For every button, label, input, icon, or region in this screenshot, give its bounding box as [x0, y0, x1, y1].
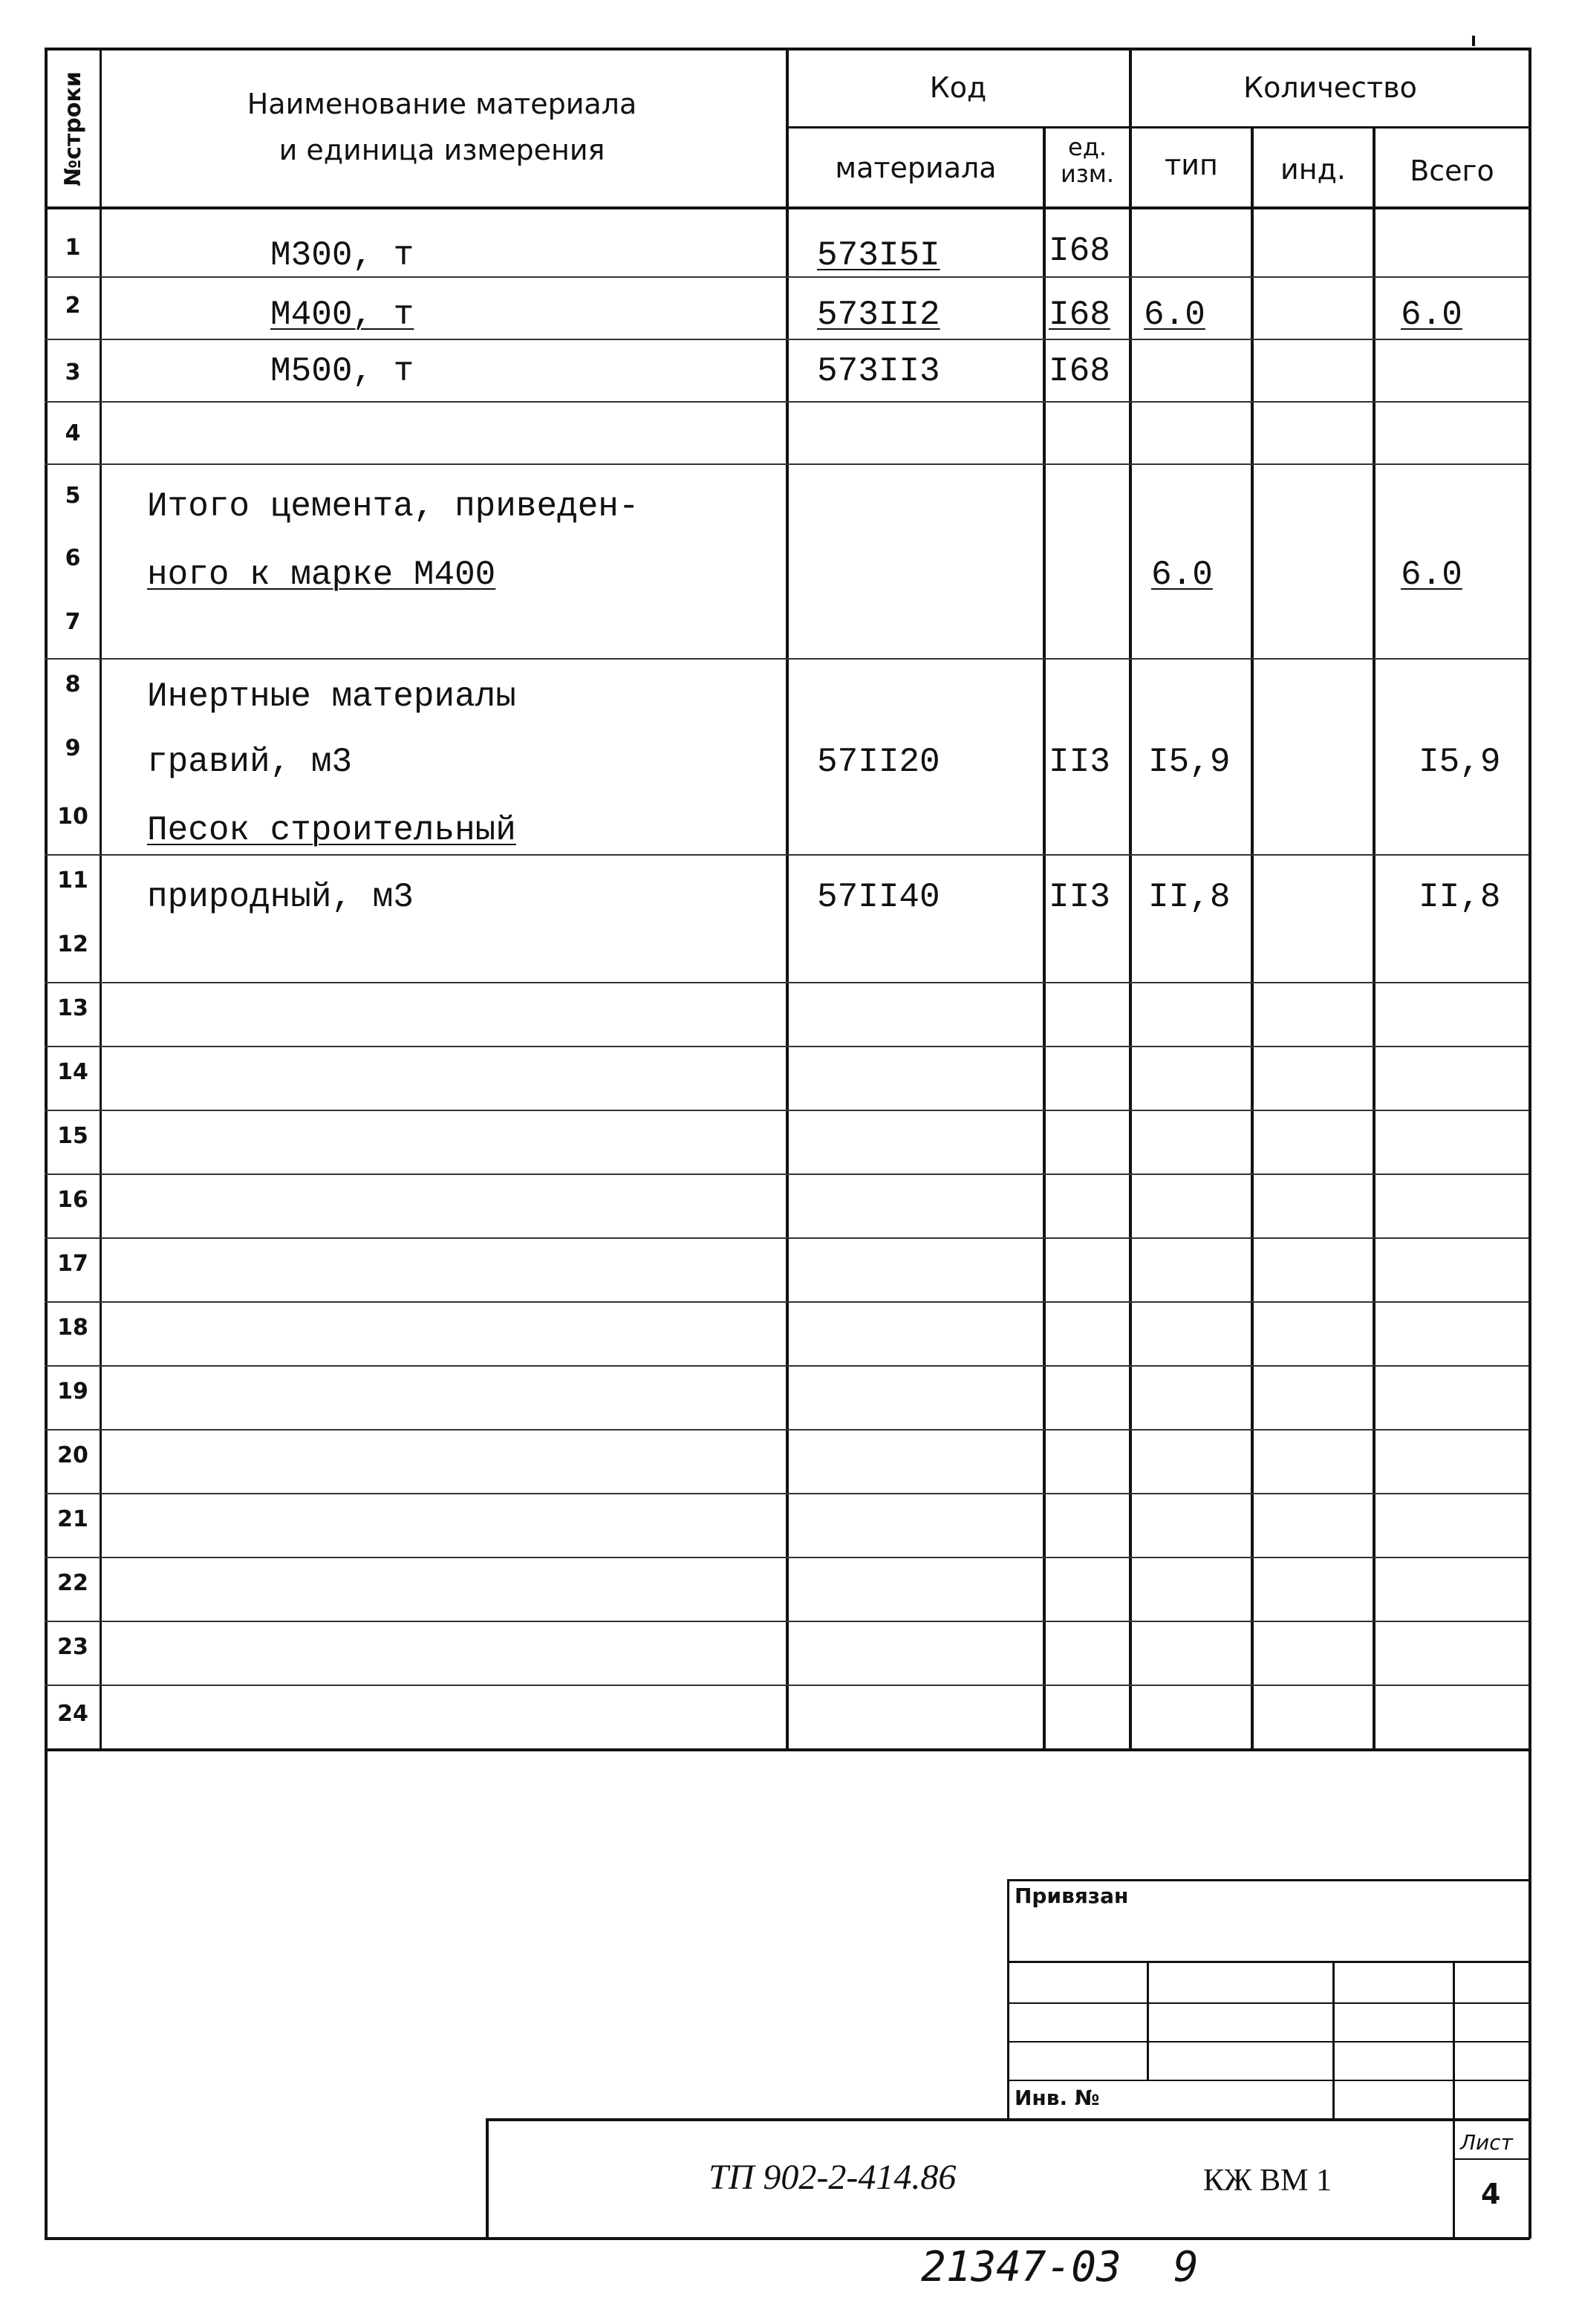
rowno-divider [45, 1301, 100, 1303]
stamp-divider [1147, 1961, 1149, 2080]
total-header: Всего [1410, 154, 1494, 187]
quantity-type: 6.0 [1151, 556, 1213, 594]
row-number: 2 [65, 293, 81, 319]
material-name: гравий, м3 [147, 743, 353, 781]
material-code: 573I5I [817, 236, 940, 275]
row-number: 24 [57, 1701, 88, 1727]
col-divider-code [1043, 128, 1046, 1748]
page-number: 9 [1173, 2243, 1199, 2291]
unit-code: II3 [1049, 878, 1110, 917]
quantity-total: 6.0 [1401, 296, 1462, 334]
quantity-type: II,8 [1148, 878, 1231, 917]
row-number-header: №строки [59, 71, 86, 186]
row-number: 16 [57, 1187, 88, 1213]
stamp-divider [1453, 1961, 1455, 2237]
document-code: ТП 902-2-414.86 [709, 2158, 957, 2197]
row-divider [100, 339, 1528, 340]
col-divider-ind [1373, 128, 1375, 1748]
rowno-divider [45, 982, 100, 983]
unit-code: I68 [1049, 352, 1110, 391]
col-divider-total-right [1528, 48, 1531, 1748]
sheet-number: 4 [1481, 2178, 1501, 2210]
material-name: ного к марке М400 [147, 556, 496, 594]
row-number: 9 [65, 735, 81, 761]
row-number: 10 [57, 804, 88, 830]
row-divider [100, 1621, 1528, 1622]
unit-header: ед. изм. [1060, 133, 1115, 188]
inventory-number-label: Инв. № [1015, 2086, 1100, 2110]
sheet-label: Лист [1460, 2130, 1513, 2155]
row-number: 4 [65, 420, 81, 446]
stamp-line [1007, 2002, 1528, 2004]
rowno-divider [45, 1174, 100, 1175]
rowno-divider [45, 854, 100, 856]
row-number: 17 [57, 1251, 88, 1277]
material-name: М400, т [270, 296, 414, 334]
row-divider [100, 982, 1528, 983]
stamp-line [1007, 2041, 1528, 2043]
quantity-group-header: Количество [1243, 71, 1417, 104]
table-body-bottom [45, 1748, 1530, 1751]
quantity-total: II,8 [1419, 878, 1501, 917]
rowno-divider [45, 463, 100, 465]
row-number: 19 [57, 1379, 88, 1405]
row-number: 13 [57, 995, 88, 1021]
unit-code: I68 [1049, 296, 1110, 334]
quantity-total: 6.0 [1401, 556, 1462, 594]
material-name: М300, т [270, 236, 414, 275]
row-number: 15 [57, 1123, 88, 1149]
rowno-divider [45, 1621, 100, 1622]
row-number: 14 [57, 1059, 88, 1085]
sheet-label-line [1453, 2158, 1528, 2160]
code-group-header: Код [929, 71, 987, 104]
row-divider [100, 1557, 1528, 1558]
rowno-divider [45, 1237, 100, 1239]
row-number: 7 [65, 609, 81, 635]
row-number: 8 [65, 671, 81, 697]
stamp-line [1007, 1879, 1528, 1881]
rowno-divider [45, 1046, 100, 1047]
row-number: 22 [57, 1570, 88, 1596]
rowno-divider [45, 658, 100, 660]
rowno-divider [45, 1685, 100, 1686]
name-header-line2: и единица измерения [279, 134, 605, 166]
row-divider [100, 1301, 1528, 1303]
row-divider [100, 276, 1528, 278]
row-divider [100, 1685, 1528, 1686]
material-name: М500, т [270, 352, 414, 391]
row-divider [100, 463, 1528, 465]
row-number: 11 [57, 868, 88, 894]
rowno-divider [45, 276, 100, 278]
row-number: 6 [65, 545, 81, 571]
row-divider [100, 401, 1528, 403]
table-bottom-border [45, 2237, 1530, 2240]
stamp-left-border [1007, 1879, 1009, 2120]
corner-tick [1472, 36, 1475, 46]
quantity-type: I5,9 [1148, 743, 1231, 781]
stamp-line [1007, 1961, 1528, 1963]
type-header: тип [1165, 149, 1218, 181]
row-number: 18 [57, 1315, 88, 1341]
stamp-divider [1332, 1961, 1335, 2120]
material-code-header: материала [835, 152, 997, 184]
row-divider [100, 1110, 1528, 1111]
row-divider [100, 1174, 1528, 1175]
header-subdivider [786, 126, 1528, 128]
rowno-divider [45, 1493, 100, 1494]
row-divider [100, 1365, 1528, 1367]
row-number: 12 [57, 931, 88, 957]
quantity-type: 6.0 [1144, 296, 1205, 334]
material-code: 57II40 [817, 878, 940, 917]
material-name: Песок строительный [147, 811, 516, 850]
unit-code: II3 [1049, 743, 1110, 781]
material-code: 573II3 [817, 352, 940, 391]
row-number: 21 [57, 1506, 88, 1532]
row-number: 23 [57, 1634, 88, 1660]
header-bottom [45, 206, 1530, 209]
rowno-divider [45, 401, 100, 403]
rowno-divider [45, 1429, 100, 1430]
row-divider [100, 1493, 1528, 1494]
quantity-total: I5,9 [1419, 743, 1501, 781]
document-mark: КЖ ВМ 1 [1203, 2164, 1332, 2198]
rowno-divider [45, 1557, 100, 1558]
stamp-line [1007, 2080, 1528, 2081]
main-stamp-left [486, 2118, 489, 2239]
row-divider [100, 1429, 1528, 1430]
ind-header: инд. [1280, 153, 1346, 186]
material-name: природный, м3 [147, 878, 414, 917]
col-divider-type [1251, 128, 1254, 1748]
material-code: 57II20 [817, 743, 940, 781]
row-number: 1 [65, 235, 81, 261]
name-header-line1: Наименование материала [247, 88, 637, 120]
rowno-divider [45, 339, 100, 340]
row-number: 3 [65, 359, 81, 385]
row-divider [100, 854, 1528, 856]
row-divider [100, 1046, 1528, 1047]
unit-code: I68 [1049, 232, 1110, 270]
linked-label: Привязан [1015, 1884, 1129, 1908]
rowno-divider [45, 1110, 100, 1111]
row-number: 5 [65, 483, 81, 509]
archive-number: 21347-03 [921, 2243, 1121, 2291]
material-name: Инертные материалы [147, 677, 516, 716]
material-name: Итого цемента, приведен- [147, 487, 639, 526]
row-divider [100, 1237, 1528, 1239]
main-stamp-top [486, 2118, 1528, 2121]
material-code: 573II2 [817, 296, 940, 334]
row-divider [100, 658, 1528, 660]
rowno-divider [45, 1365, 100, 1367]
row-number: 20 [57, 1442, 88, 1468]
